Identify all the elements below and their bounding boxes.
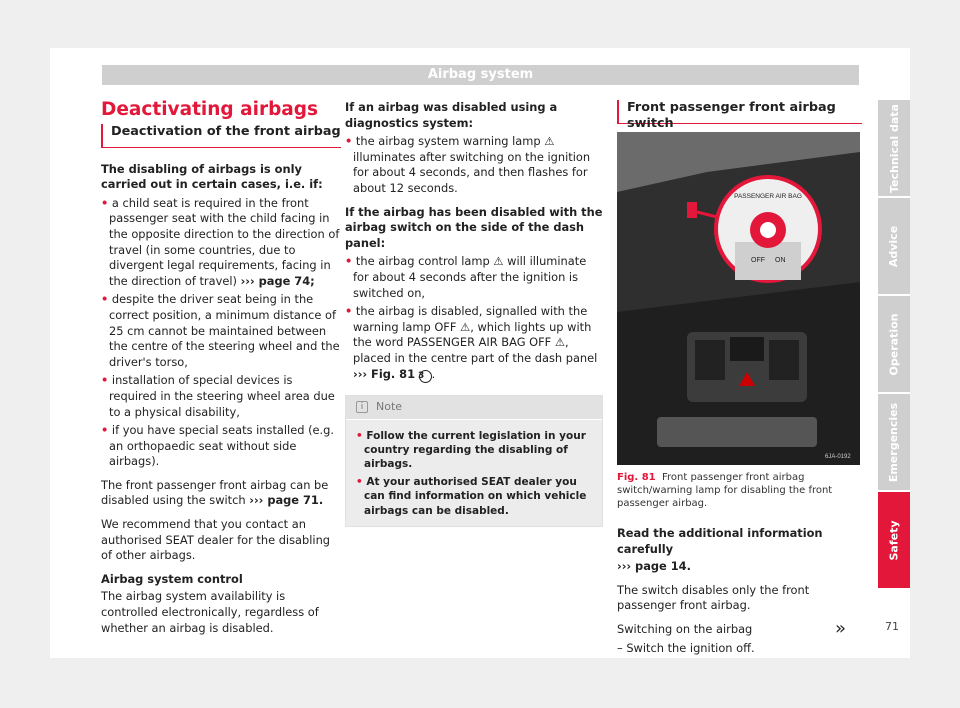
bullet-item: • despite the driver seat being in the correct position, a minimum distance of 25 cm cannot be maintained between the centre of the steering wheel and the driver's torso, <box>101 292 340 369</box>
subheading: If an airbag was disabled using a diagnostics system: <box>345 100 558 130</box>
on-label: ON <box>775 257 786 264</box>
subheading: If the airbag has been disabled with the airbag switch on the side of the dash panel: <box>345 204 603 250</box>
paragraph: The switch disables only the front passenger front airbag. <box>617 582 810 613</box>
info-icon: i <box>356 401 368 413</box>
column-1 <box>101 100 341 636</box>
page-link[interactable]: ››› page 74; <box>240 273 315 288</box>
callout-number: 3 <box>419 370 432 383</box>
figure-code: 6JA-0192 <box>825 454 851 460</box>
subheading: Read the additional information carefully <box>617 526 823 556</box>
section-subtitle: Deactivation of the front airbag <box>101 124 341 148</box>
header-bar: Airbag system <box>102 65 859 85</box>
bullet-item: • installation of special devices is required in the steering wheel area due to a physical disability, <box>101 373 335 419</box>
figure-caption: Fig. 81 Front passenger front airbag switch/warning lamp for disabling the front passenger airbag. <box>617 472 833 509</box>
subheading: Switching on the airbag <box>617 621 753 636</box>
switch-label: PASSENGER AIR BAG <box>734 193 802 200</box>
dashboard-illustration <box>617 132 860 465</box>
intro-text: The disabling of airbags is only carried out in certain cases, i.e. if: <box>101 161 323 192</box>
bullet-item: • if you have special seats installed (e.g. an orthopaedic seat without side airbags). <box>101 423 335 469</box>
figure-link[interactable]: ››› Fig. 81 <box>353 366 416 381</box>
tab-advice[interactable]: Advice <box>878 198 910 294</box>
column-2 <box>345 100 603 527</box>
bullet-item: • the airbag system warning lamp ⚠ illuminates after switching on the ignition for about 4 seconds, and then flashes for about 12 seconds. <box>345 134 591 195</box>
section-heading: Front passenger front airbag switch <box>617 100 862 124</box>
step-item: – Switch the ignition off. <box>617 640 755 655</box>
bullet-item: • the airbag is disabled, signalled with the warning lamp OFF ⚠, which lights up with the word PASSENGER AIR BAG OFF ⚠, placed in the centre part of the dash panel ››› Fig. 81 3 . <box>345 304 598 381</box>
sidebar-tabs <box>878 100 910 590</box>
paragraph: We recommend that you contact an authorised SEAT dealer for the disabling of other airbags. <box>101 517 331 563</box>
note-box <box>345 395 603 527</box>
off-label: OFF <box>751 257 765 264</box>
page-link[interactable]: ››› page 71. <box>249 493 324 508</box>
paragraph: The airbag system availability is controlled electronically, regardless of whether an airbag is disabled. <box>101 589 319 635</box>
note-header <box>346 396 602 420</box>
page-link[interactable]: ››› page 14. <box>617 559 691 574</box>
tab-emergencies[interactable]: Emergencies <box>878 394 910 490</box>
page-title: Deactivating airbags <box>101 99 319 120</box>
bullet-item: • the airbag control lamp ⚠ will illuminate for about 4 seconds after the ignition is switched on, <box>345 254 587 300</box>
tab-operation[interactable]: Operation <box>878 296 910 392</box>
tab-technical-data[interactable]: Technical data <box>878 100 910 196</box>
figure-image <box>617 132 860 465</box>
page-number: 71 <box>885 620 899 633</box>
column-3 <box>617 100 862 656</box>
tab-safety[interactable]: Safety <box>878 492 910 588</box>
note-item: • At your authorised SEAT dealer you can find information on which vehicle airbags can be disabled. <box>356 475 587 517</box>
continue-icon: » <box>835 618 847 639</box>
note-body <box>346 420 602 526</box>
note-item: • Follow the current legislation in your country regarding the disabling of airbags. <box>356 429 586 471</box>
paragraph: The front passenger front airbag can be disabled using the switch ››› page 71. <box>101 477 329 508</box>
bullet-item: • a child seat is required in the front passenger seat with the child facing in the opposite direction to the direction of travel (in some countries, due to divergent legal requirements, facing in the direction of travel) ››› page 74; <box>101 195 340 288</box>
subheading: Airbag system control <box>101 571 243 586</box>
note-label: Note <box>376 400 403 414</box>
